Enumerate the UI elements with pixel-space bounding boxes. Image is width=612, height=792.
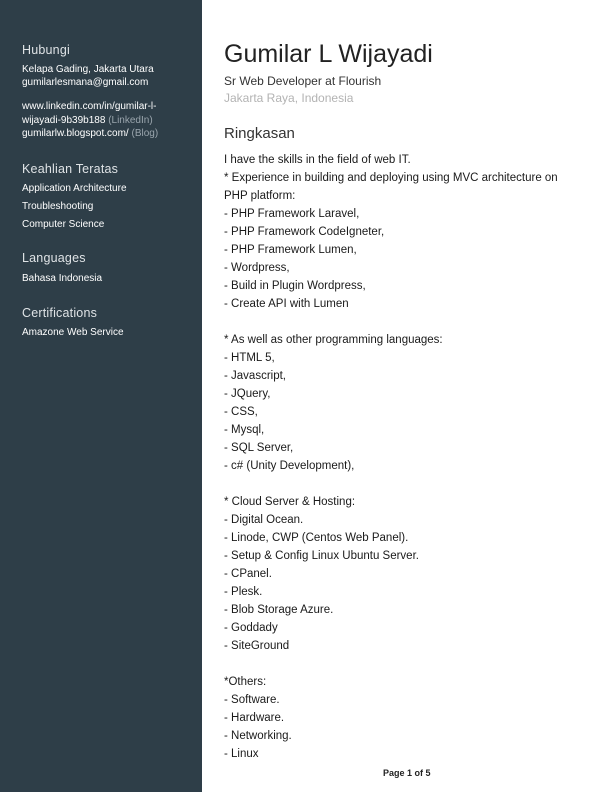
summary-line: - Software. xyxy=(224,694,280,706)
contact-address: Kelapa Gading, Jakarta Utara xyxy=(22,64,154,75)
summary-line xyxy=(224,315,584,333)
summary-line: - SiteGround xyxy=(224,640,290,652)
summary-line: - PHP Framework Lumen, xyxy=(224,244,357,256)
profile-name: Gumilar L Wijayadi xyxy=(224,40,433,68)
summary-line xyxy=(224,657,584,675)
linkedin-url-part[interactable]: wijayadi-9b39b188 xyxy=(22,115,106,126)
summary-line: I have the skills in the field of web IT. xyxy=(224,154,411,166)
page-number: Page 1 of 5 xyxy=(383,768,431,778)
summary-line: - Create API with Lumen xyxy=(224,298,349,310)
summary-line: - Mysql, xyxy=(224,424,265,436)
summary-line: - Build in Plugin Wordpress, xyxy=(224,280,366,292)
blog-tag: (Blog) xyxy=(131,128,159,139)
summary-line: - PHP Framework Laravel, xyxy=(224,208,360,220)
summary-line: - Javascript, xyxy=(224,370,286,382)
summary-line: *Others: xyxy=(224,676,267,688)
summary-line: - JQuery, xyxy=(224,388,271,400)
summary-line: - Linux xyxy=(224,748,259,760)
contact-email[interactable]: gumilarlesmana@gmail.com xyxy=(22,77,149,88)
summary-line: * Experience in building and deploying using MVC architecture on xyxy=(224,172,558,184)
summary-list xyxy=(224,153,584,765)
languages-heading: Languages xyxy=(22,251,86,265)
profile-headline: Sr Web Developer at Flourish xyxy=(224,74,382,88)
summary-line: * As well as other programming languages: xyxy=(224,334,443,346)
sidebar xyxy=(0,0,202,792)
summary-line: - Networking. xyxy=(224,730,292,742)
blog-url[interactable]: gumilarlw.blogspot.com/ xyxy=(22,128,129,139)
main-content xyxy=(224,0,594,792)
certifications-heading: Certifications xyxy=(22,306,98,320)
summary-line: - CSS, xyxy=(224,406,258,418)
summary-title: Ringkasan xyxy=(224,125,295,142)
linkedin-tag: (LinkedIn) xyxy=(108,115,153,126)
summary-line: - Goddady xyxy=(224,622,278,634)
summary-line: - SQL Server, xyxy=(224,442,294,454)
profile-location: Jakarta Raya, Indonesia xyxy=(224,91,354,105)
summary-line: - Plesk. xyxy=(224,586,263,598)
summary-line: - Blob Storage Azure. xyxy=(224,604,334,616)
summary-line: - Hardware. xyxy=(224,712,285,724)
summary-line: - CPanel. xyxy=(224,568,272,580)
blog-link[interactable] xyxy=(22,128,158,139)
summary-line: - Setup & Config Linux Ubuntu Server. xyxy=(224,550,419,562)
contact-heading: Hubungi xyxy=(22,43,70,57)
summary-line: PHP platform: xyxy=(224,190,296,202)
linkedin-link-line1[interactable]: www.linkedin.com/in/gumilar-l- xyxy=(22,101,157,112)
skill-item: Computer Science xyxy=(22,219,105,230)
linkedin-link-line2[interactable] xyxy=(22,115,153,126)
skill-item: Application Architecture xyxy=(22,183,127,194)
summary-line: - Wordpress, xyxy=(224,262,290,274)
summary-line: - HTML 5, xyxy=(224,352,275,364)
summary-line xyxy=(224,477,584,495)
skill-item: Troubleshooting xyxy=(22,201,94,212)
summary-line: - Digital Ocean. xyxy=(224,514,304,526)
language-item: Bahasa Indonesia xyxy=(22,273,103,284)
summary-line: - Linode, CWP (Centos Web Panel). xyxy=(224,532,409,544)
summary-line: - c# (Unity Development), xyxy=(224,460,355,472)
certification-item: Amazone Web Service xyxy=(22,327,124,338)
summary-line: - PHP Framework CodeIgneter, xyxy=(224,226,385,238)
skills-heading: Keahlian Teratas xyxy=(22,162,119,176)
summary-line: * Cloud Server & Hosting: xyxy=(224,496,356,508)
